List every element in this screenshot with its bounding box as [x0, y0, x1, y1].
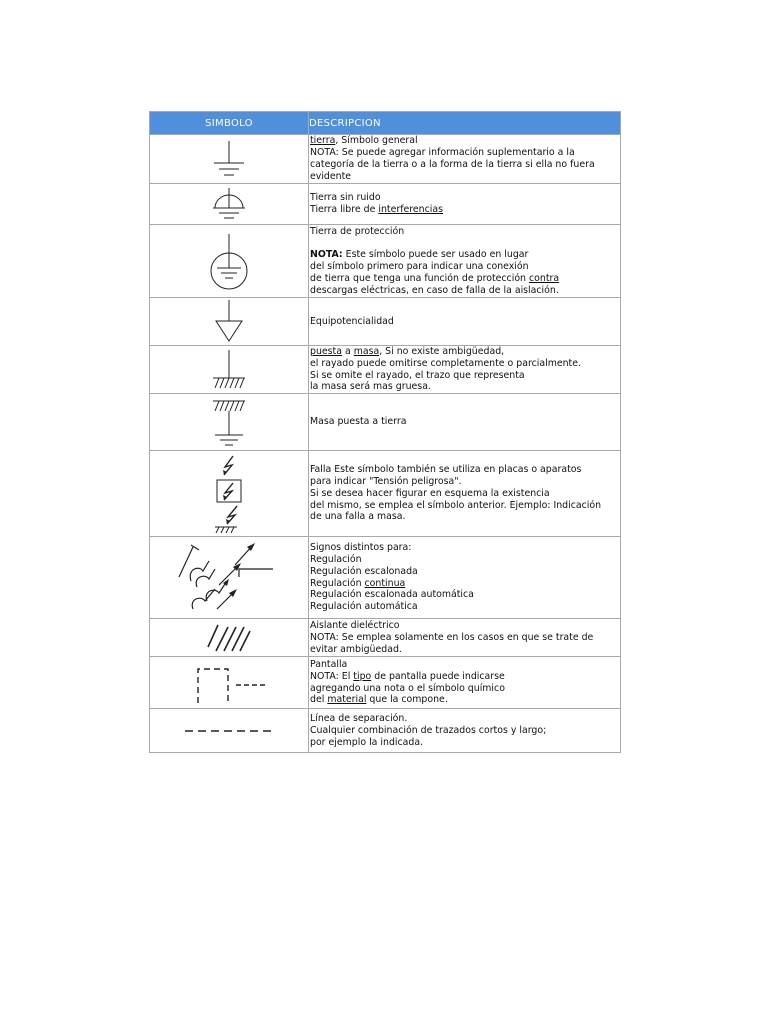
description-line: [310, 273, 620, 285]
description-line: Cualquier combinación de trazados cortos y largo;: [310, 724, 547, 736]
description-cell: [309, 184, 621, 225]
description-line: Tierra de protección: [310, 225, 405, 237]
chassis-ground-icon: [207, 348, 251, 392]
tipo-link[interactable]: tipo: [353, 670, 372, 682]
description-line: de una falla a masa.: [310, 511, 406, 523]
description-line: [310, 346, 620, 358]
table-row: [150, 225, 621, 298]
table-row: [150, 537, 621, 619]
earth-ground-general-icon: [209, 137, 249, 181]
description-line: [310, 135, 620, 147]
description-line: Si se omite el rayado, el trazo que representa: [310, 369, 525, 381]
description-line: agregando una nota o el símbolo químico: [310, 682, 505, 694]
description-cell: [309, 135, 621, 184]
dashed-separation-line-icon: [179, 721, 279, 741]
line-text: de tierra que tenga una función de protección: [310, 272, 529, 284]
symbol-cell: [150, 451, 309, 537]
interferencias-link[interactable]: interferencias: [378, 204, 444, 215]
description-line: [310, 671, 620, 683]
description-line: [310, 578, 620, 590]
symbol-cell: [150, 184, 309, 225]
table-row: [150, 451, 621, 537]
line-text: , Símbolo general: [335, 135, 418, 147]
description-line: NOTA: Se emplea solamente en los casos en que se trate de: [310, 631, 594, 643]
table-row: [150, 709, 621, 753]
symbols-table: [149, 111, 621, 753]
description-line: Regulación escalonada automática: [310, 589, 474, 601]
line-text: NOTA: El: [310, 670, 354, 682]
description-line: Regulación: [310, 554, 362, 566]
material-link[interactable]: material: [327, 694, 367, 706]
symbol-cell: [150, 537, 309, 619]
line-text: del: [310, 694, 328, 706]
chassis-earthed-icon: [207, 395, 251, 449]
description-cell: [309, 537, 621, 619]
line-text: que la compone.: [366, 694, 448, 706]
description-line: evidente: [310, 170, 352, 182]
description-line: [310, 237, 620, 249]
line-text: Tierra libre de: [310, 204, 379, 215]
description-line: [310, 249, 620, 261]
description-cell: [309, 619, 621, 657]
table-row: [150, 346, 621, 394]
table-row: [150, 657, 621, 709]
description-line: [310, 694, 620, 706]
description-line: evitar ambigüedad.: [310, 643, 402, 655]
noiseless-earth-icon: [205, 186, 253, 222]
symbol-cell: [150, 657, 309, 709]
table-row: [150, 619, 621, 657]
description-line: Regulación automática: [310, 601, 418, 613]
puesta-link[interactable]: puesta: [310, 346, 342, 357]
table-row: [150, 394, 621, 451]
description-line: Signos distintos para:: [310, 542, 412, 554]
line-text: , Si no existe ambigüedad,: [379, 346, 505, 357]
description-cell: [309, 225, 621, 298]
tierra-link[interactable]: tierra: [310, 135, 336, 147]
description-cell: [309, 709, 621, 753]
line-text: a: [341, 346, 354, 357]
description-line: [310, 204, 620, 216]
masa-link[interactable]: masa: [353, 346, 380, 357]
line-text: Regulación: [310, 577, 365, 589]
description-line: Si se desea hacer figurar en esquema la existencia: [310, 487, 550, 499]
description-cell: [309, 298, 621, 346]
protective-earth-icon: [204, 228, 254, 294]
description-line: Aislante dieléctrico: [310, 619, 400, 631]
description-cell: [309, 657, 621, 709]
contra-link[interactable]: contra: [528, 272, 560, 284]
symbol-cell: [150, 298, 309, 346]
fault-lightning-icon: [207, 453, 251, 535]
line-text: Este símbolo puede ser usado en lugar: [342, 249, 529, 261]
note-label: NOTA:: [310, 249, 343, 261]
description-cell: [309, 394, 621, 451]
description-line: Línea de separación.: [310, 712, 408, 724]
description-line: del mismo, se emplea el símbolo anterior. Ejemplo: Indicación: [310, 499, 602, 511]
symbol-cell: [150, 346, 309, 394]
table-row: [150, 135, 621, 184]
shield-screen-icon: [184, 659, 274, 707]
description-line: por ejemplo la indicada.: [310, 736, 424, 748]
symbol-cell: [150, 709, 309, 753]
header-description: DESCRIPCION: [309, 112, 621, 135]
description-line: categoría de la tierra o a la forma de la tierra si ella no fuera: [310, 159, 595, 170]
description-line: Tierra sin ruido: [310, 192, 381, 204]
description-line: el rayado puede omitirse completamente o parcialmente.: [310, 357, 581, 369]
description-line: para indicar "Tensión peligrosa".: [310, 475, 462, 487]
equipotential-icon: [209, 299, 249, 345]
description-line: Equipotencialidad: [310, 315, 394, 327]
description-line: Pantalla: [310, 659, 348, 671]
description-line: la masa será mas gruesa.: [310, 381, 431, 393]
description-line: Masa puesta a tierra: [310, 416, 407, 428]
line-text: de pantalla puede indicarse: [371, 670, 505, 682]
dielectric-hatch-icon: [204, 621, 254, 655]
symbol-cell: [150, 394, 309, 451]
symbol-cell: [150, 225, 309, 298]
header-symbol: SIMBOLO: [150, 112, 309, 135]
description-line: del símbolo primero para indicar una conexión: [310, 261, 529, 272]
description-line: Falla Este símbolo también se utiliza en placas o aparatos: [310, 464, 582, 476]
regulation-arrows-icon: [169, 539, 289, 617]
description-line: descargas eléctricas, en caso de falla de la aislación.: [310, 284, 559, 296]
description-line: Regulación escalonada: [310, 565, 418, 577]
header-row: [150, 112, 621, 135]
continua-link[interactable]: continua: [364, 577, 406, 589]
description-line: NOTA: Se puede agregar información suplementario a la: [310, 147, 575, 159]
symbol-cell: [150, 135, 309, 184]
table-row: [150, 298, 621, 346]
description-cell: [309, 346, 621, 394]
symbol-cell: [150, 619, 309, 657]
description-cell: [309, 451, 621, 537]
table-row: [150, 184, 621, 225]
